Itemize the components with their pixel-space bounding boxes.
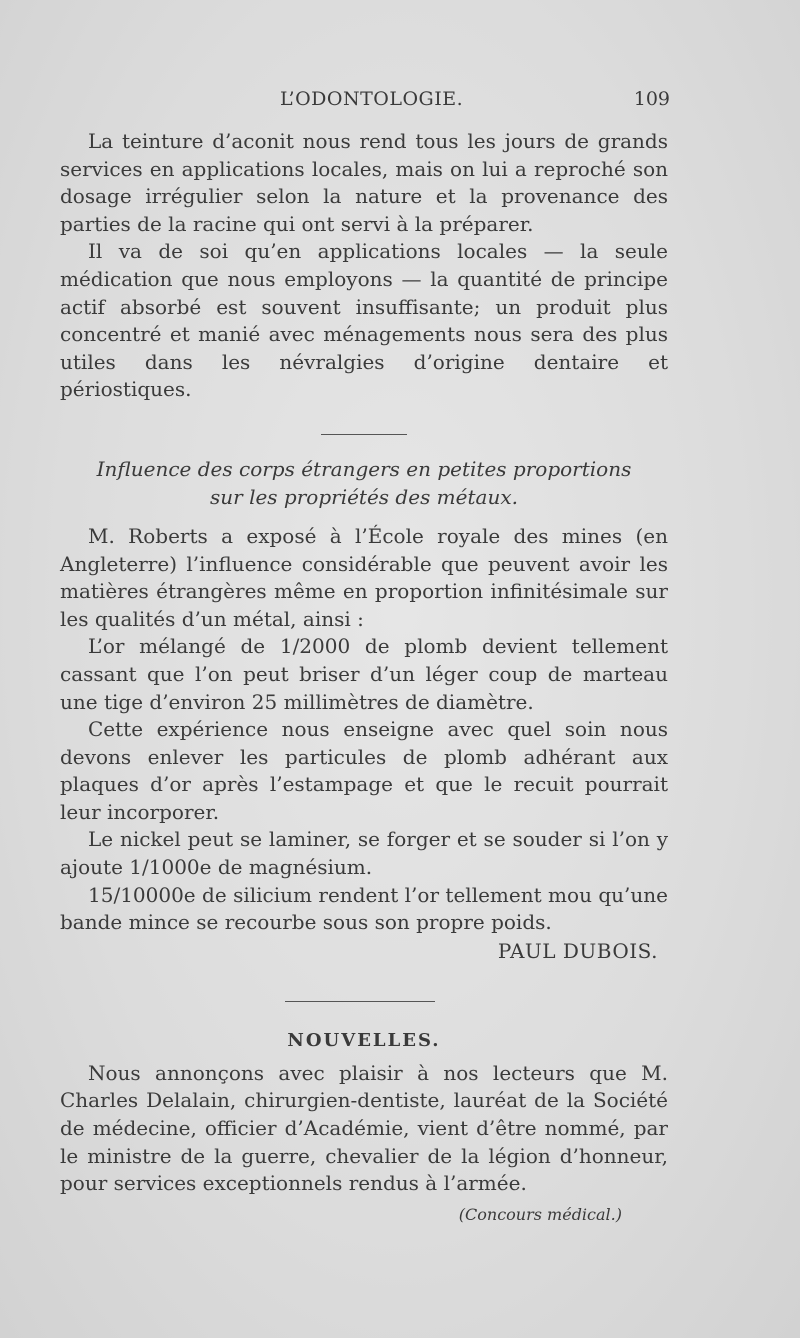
article-title bbox=[60, 455, 668, 511]
article-title-line-2: sur les propriétés des métaux. bbox=[210, 484, 518, 509]
news-heading: NOUVELLES. bbox=[287, 1029, 441, 1051]
paragraph-nickel: Le nickel peut se laminer, se forger et se souder si l’on y ajoute 1/1000e de magnésium. bbox=[60, 827, 668, 880]
body-text bbox=[60, 128, 668, 1228]
running-title: L’ODONTOLOGIE. bbox=[280, 88, 464, 110]
paragraph-or-plomb: L’or mélangé de 1/2000 de plomb devient tellement cassant que l’on peut briser d’un léger coup de marteau une tige d’environ 25 millimètres de diamètre. bbox=[60, 634, 668, 714]
paragraph-aconit: La teinture d’aconit nous rend tous les jours de grands services en applications locales, mais on lui a reproché son dosage irrégulier selon la nature et la provenance des parties de la racine qui ont servi à la préparer. bbox=[60, 129, 668, 236]
author-signature: PAUL DUBOIS. bbox=[497, 938, 658, 963]
page-number: 109 bbox=[633, 88, 670, 110]
article-title-line-1: Influence des corps étrangers en petites proportions bbox=[96, 456, 632, 481]
section-divider bbox=[321, 434, 407, 435]
page-header bbox=[62, 88, 668, 118]
paragraph-silicium: 15/10000e de silicium rendent l’or tellement mou qu’une bande mince se recourbe sous son propre poids. bbox=[60, 882, 668, 935]
news-divider bbox=[285, 1001, 435, 1002]
paragraph-nouvelles: Nous annonçons avec plaisir à nos lecteurs que M. Charles Delalain, chirurgien-dentiste, lauréat de la Société de médecine, officier d’Académie, vient d’être nommé, par le ministre de la guerre, chevalier de la légion d’honneur, pour services exceptionnels rendus à l’armée. bbox=[60, 1060, 668, 1196]
paragraph-applications-locales: Il va de soi qu’en applications locales — la seule médication que nous employons — la quantité de principe actif absorbé est souvent insuffisante; un produit plus concentré et manié avec ménagements nous sera des plus utiles dans les névralgies d’origine dentaire et périostiques. bbox=[60, 239, 668, 402]
source-citation: (Concours médical.) bbox=[458, 1204, 622, 1224]
paragraph-roberts: M. Roberts a exposé à l’École royale des mines (en Angleterre) l’influence considérable que peuvent avoir les matières étrangères même en proportion infinitésimale sur les qualités d’un métal, ainsi : bbox=[60, 523, 668, 631]
paragraph-experience: Cette expérience nous enseigne avec quel soin nous devons enlever les particules de plomb adhérant aux plaques d’or après l’estampage et que le recuit pourrait leur incorporer. bbox=[60, 717, 668, 824]
